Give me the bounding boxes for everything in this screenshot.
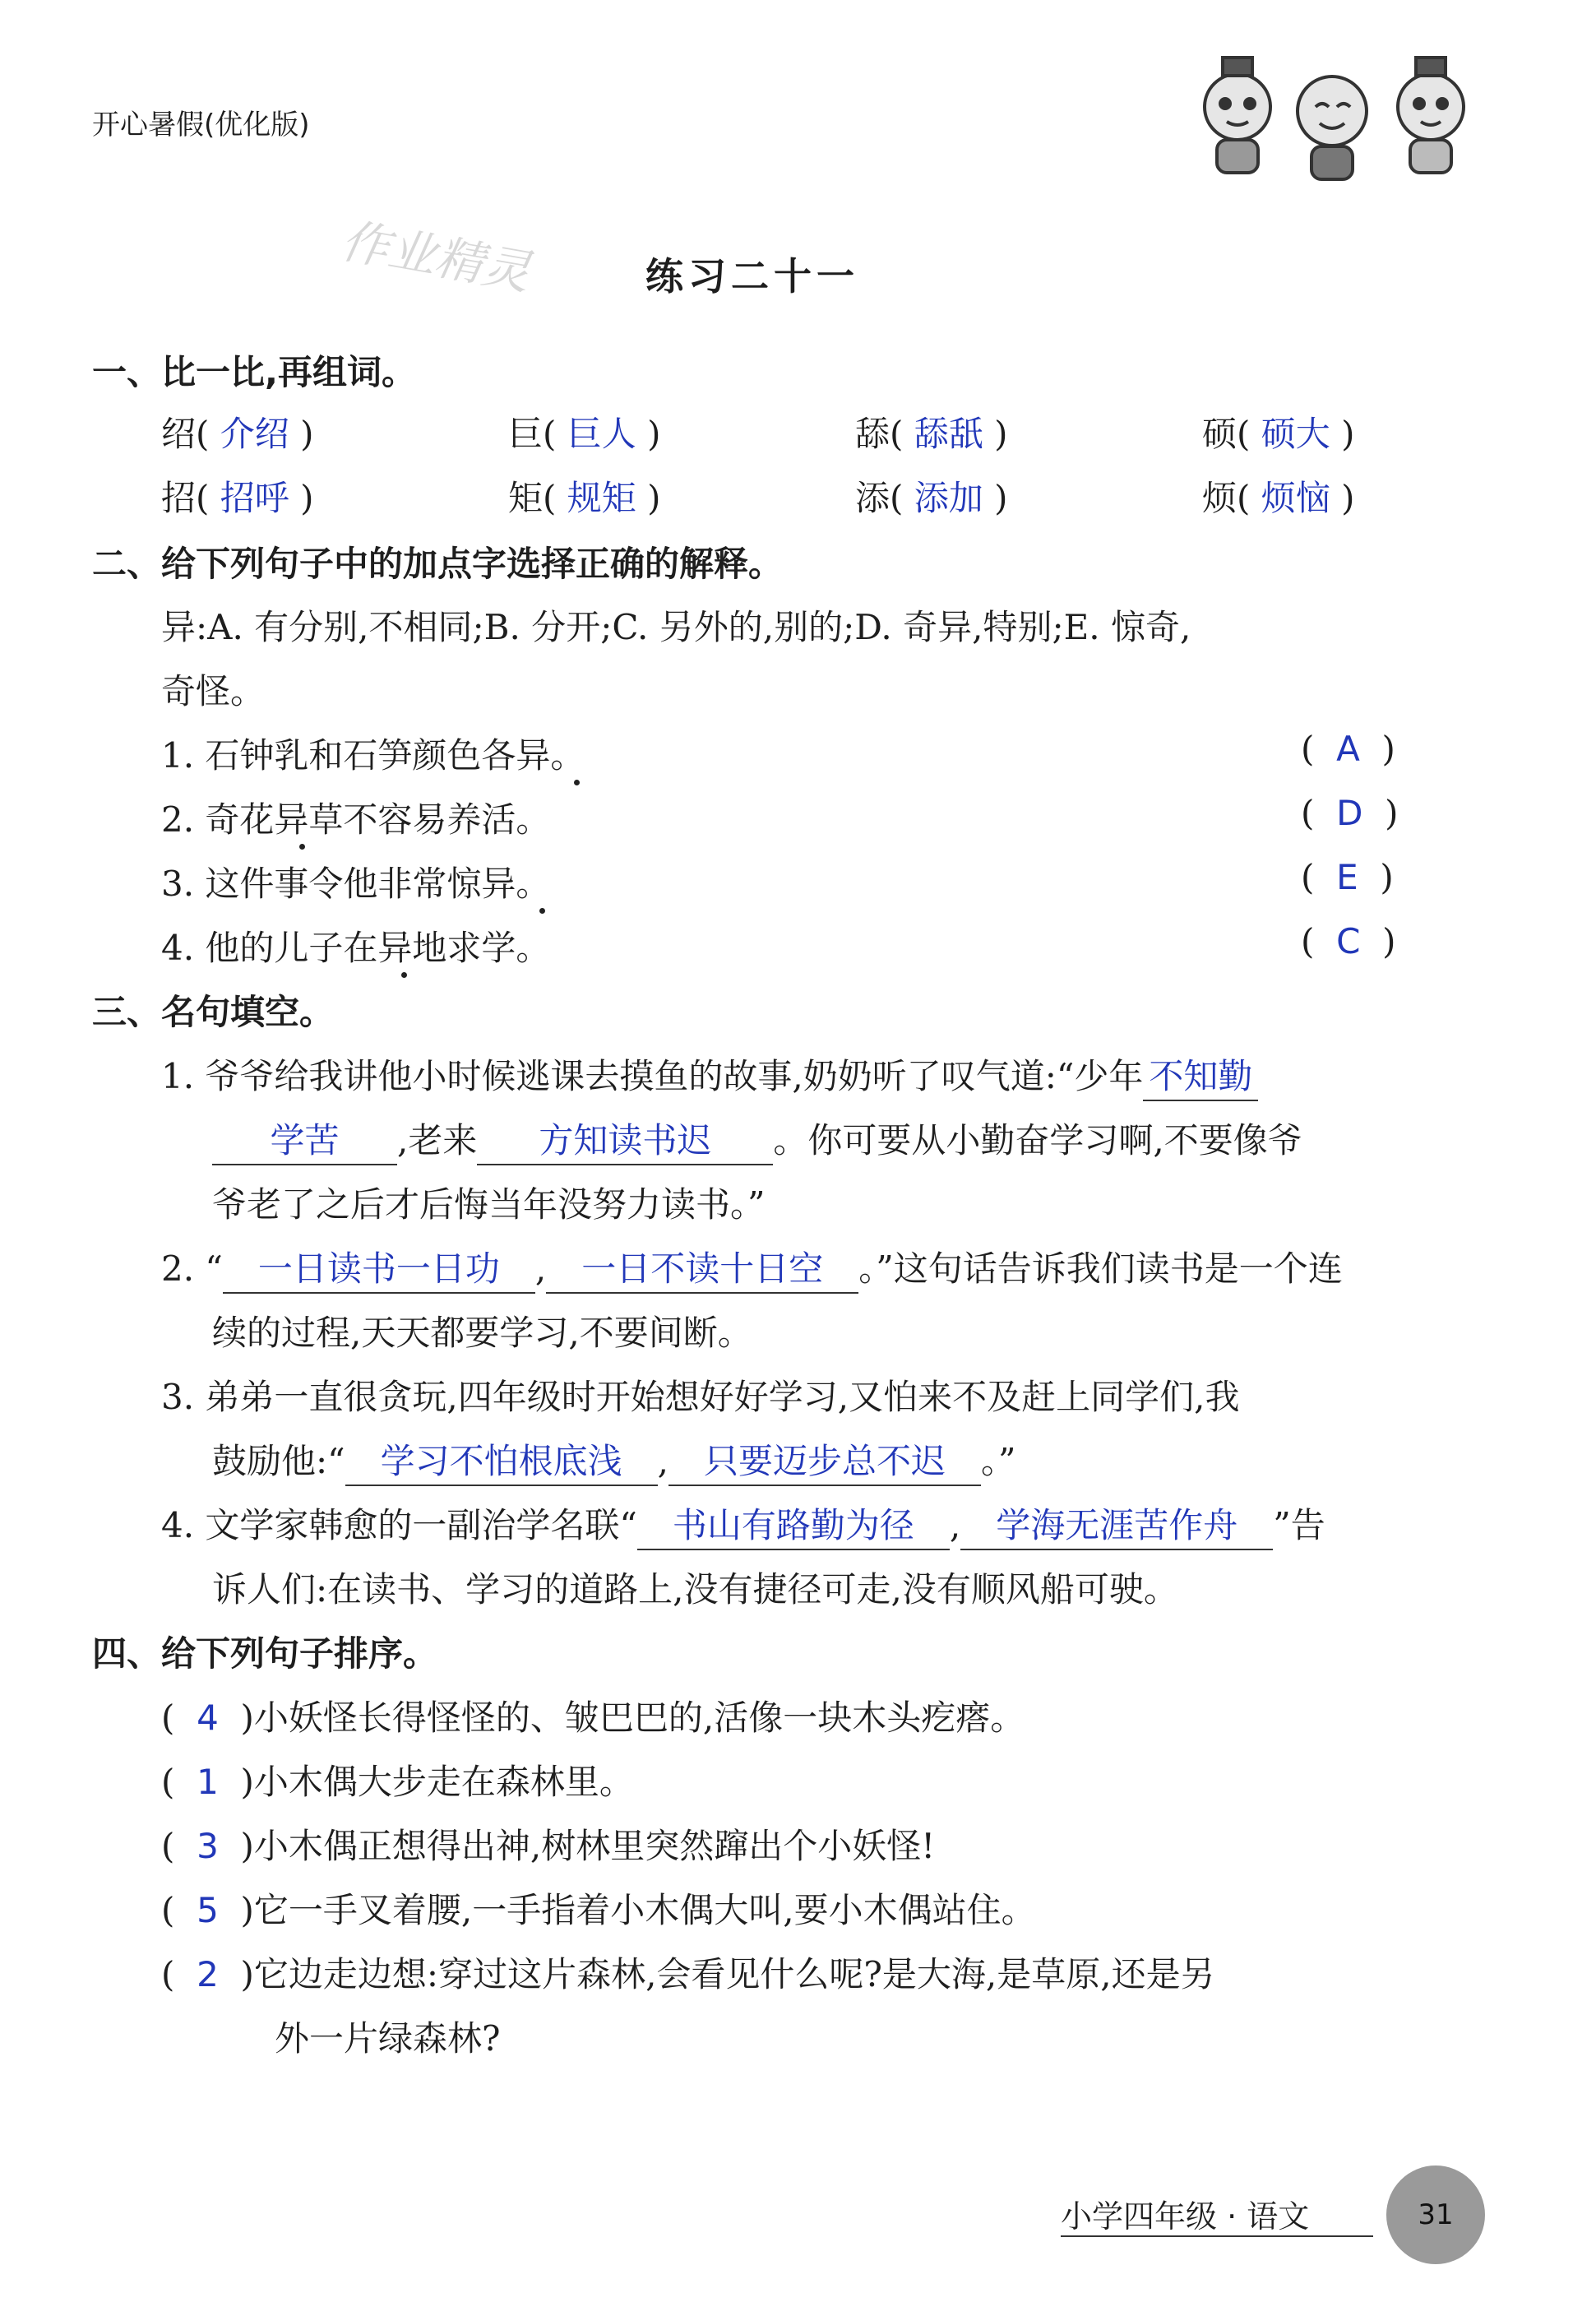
order-item-4: ( 5 )它一手叉着腰,一手指着小木偶大叫,要小木偶站住。 bbox=[161, 1890, 1036, 1930]
mascot-middle bbox=[1298, 76, 1367, 179]
word-pair-4: 硕( 硕大 ) bbox=[1202, 414, 1355, 454]
answer-bracket-4: ( C ) bbox=[1301, 921, 1396, 961]
order-item-2: ( 1 )小木偶大步走在森林里。 bbox=[161, 1762, 634, 1802]
answer: 硕大 bbox=[1261, 414, 1330, 454]
answer: E bbox=[1336, 857, 1358, 897]
order-answer: 4 bbox=[197, 1698, 219, 1738]
order-item-5-continued: 外一片绿森林? bbox=[275, 2018, 501, 2059]
order-answer: 3 bbox=[197, 1826, 219, 1866]
blank: 方知读书迟 bbox=[477, 1121, 773, 1165]
section-2-heading: 二、给下列句子中的加点字选择正确的解释。 bbox=[92, 544, 784, 584]
answer: 烦恼 bbox=[1261, 478, 1330, 518]
order-answer: 5 bbox=[197, 1890, 219, 1930]
order-item-1: ( 4 )小妖怪长得怪怪的、皱巴巴的,活像一块木头疙瘩。 bbox=[161, 1698, 1025, 1738]
definition-line-2: 奇怪。 bbox=[161, 671, 266, 711]
answer: 舔舐 bbox=[914, 414, 983, 454]
word-pair-1: 绍( 介绍 ) bbox=[161, 414, 314, 454]
blank: 学海无涯苦作舟 bbox=[960, 1506, 1273, 1550]
quote-2-line-1: 2. “ 一日读书一日功 , 一日不读十日空 。”这句话告诉我们读书是一个连 bbox=[161, 1242, 1343, 1294]
blank: 只要迈步总不迟 bbox=[668, 1442, 981, 1486]
mascot-left bbox=[1205, 58, 1270, 173]
quote-1-line-2: 学苦 ,老来 方知读书迟 。你可要从小勤奋学习啊,不要像爷 bbox=[212, 1114, 1302, 1165]
blank: 一日不读十日空 bbox=[546, 1249, 858, 1294]
word-pair-6: 矩( 规矩 ) bbox=[508, 478, 661, 518]
mascot-illustration bbox=[1184, 49, 1488, 189]
quote-4-line-1: 4. 文学家韩愈的一副治学名联“ 书山有路勤为径 , 学海无涯苦作舟 ”告 bbox=[161, 1498, 1325, 1550]
section-4-heading: 四、给下列句子排序。 bbox=[92, 1633, 438, 1674]
answer: 招呼 bbox=[220, 478, 289, 518]
answer-bracket-1: ( A ) bbox=[1301, 729, 1395, 769]
page-number: 31 bbox=[1386, 2165, 1485, 2264]
emphasis-dot bbox=[574, 780, 580, 785]
blank: 一日读书一日功 bbox=[223, 1249, 535, 1294]
answer-bracket-3: ( E ) bbox=[1301, 857, 1394, 897]
answer: 介绍 bbox=[220, 414, 289, 454]
blank: 学习不怕根底浅 bbox=[345, 1442, 658, 1486]
quote-4-line-2: 诉人们:在读书、学习的道路上,没有捷径可走,没有顺风船可驶。 bbox=[212, 1569, 1178, 1610]
order-item-3: ( 3 )小木偶正想得出神,树林里突然蹿出个小妖怪! bbox=[161, 1826, 936, 1866]
word-pair-7: 添( 添加 ) bbox=[855, 478, 1008, 518]
mascot-right bbox=[1398, 58, 1464, 173]
section-1-heading: 一、比一比,再组词。 bbox=[92, 352, 416, 392]
book-title: 开心暑假(优化版) bbox=[92, 109, 310, 141]
word-pair-8: 烦( 烦恼 ) bbox=[1202, 478, 1355, 518]
answer: 巨人 bbox=[567, 414, 636, 454]
word-pair-2: 巨( 巨人 ) bbox=[508, 414, 661, 454]
answer: D bbox=[1336, 793, 1363, 833]
word-pair-5: 招( 招呼 ) bbox=[161, 478, 314, 518]
sentence-3: 3. 这件事令他非常惊异。 bbox=[161, 864, 551, 904]
emphasis-dot bbox=[401, 972, 407, 978]
emphasis-dot bbox=[539, 908, 545, 914]
answer: 规矩 bbox=[567, 478, 636, 518]
emphasis-dot bbox=[299, 844, 305, 850]
footer-underline bbox=[1061, 2235, 1373, 2237]
blank: 书山有路勤为径 bbox=[637, 1506, 950, 1550]
answer: A bbox=[1336, 729, 1360, 769]
order-answer: 1 bbox=[197, 1762, 219, 1802]
section-3-heading: 三、名句填空。 bbox=[92, 992, 335, 1032]
sentence-1: 1. 石钟乳和石笋颜色各异。 bbox=[161, 735, 585, 776]
quote-3-line-1: 3. 弟弟一直很贪玩,四年级时开始想好好学习,又怕来不及赶上同学们,我 bbox=[161, 1377, 1240, 1417]
quote-1-line-1: 1. 爷爷给我讲他小时候逃课去摸鱼的故事,奶奶听了叹气道:“少年 不知勤 bbox=[161, 1049, 1258, 1101]
watermark: 作业精灵 bbox=[336, 212, 535, 301]
sentence-2: 2. 奇花异草不容易养活。 bbox=[161, 799, 551, 840]
order-item-5: ( 2 )它边走边想:穿过这片森林,会看见什么呢?是大海,是草原,还是另 bbox=[161, 1954, 1215, 1994]
quote-2-line-2: 续的过程,天天都要学习,不要间断。 bbox=[212, 1313, 752, 1353]
page-title: 练习二十一 bbox=[645, 254, 859, 299]
blank: 学苦 bbox=[212, 1121, 397, 1165]
quote-1-line-3: 爷老了之后才后悔当年没努力读书。” bbox=[212, 1184, 766, 1225]
order-answer: 2 bbox=[197, 1954, 219, 1994]
definition-line-1: 异:A. 有分别,不相同;B. 分开;C. 另外的,别的;D. 奇异,特别;E. 惊奇, bbox=[161, 607, 1191, 647]
answer: C bbox=[1336, 921, 1361, 961]
sentence-4: 4. 他的儿子在异地求学。 bbox=[161, 928, 551, 968]
quote-3-line-2: 鼓励他:“ 学习不怕根底浅 , 只要迈步总不迟 。” bbox=[212, 1434, 1015, 1486]
grade-subject: 小学四年级 · 语文 bbox=[1061, 2198, 1310, 2235]
answer: 添加 bbox=[914, 478, 983, 518]
blank: 不知勤 bbox=[1143, 1057, 1258, 1101]
answer-bracket-2: ( D ) bbox=[1301, 793, 1399, 833]
word-pair-3: 舔( 舔舐 ) bbox=[855, 414, 1008, 454]
